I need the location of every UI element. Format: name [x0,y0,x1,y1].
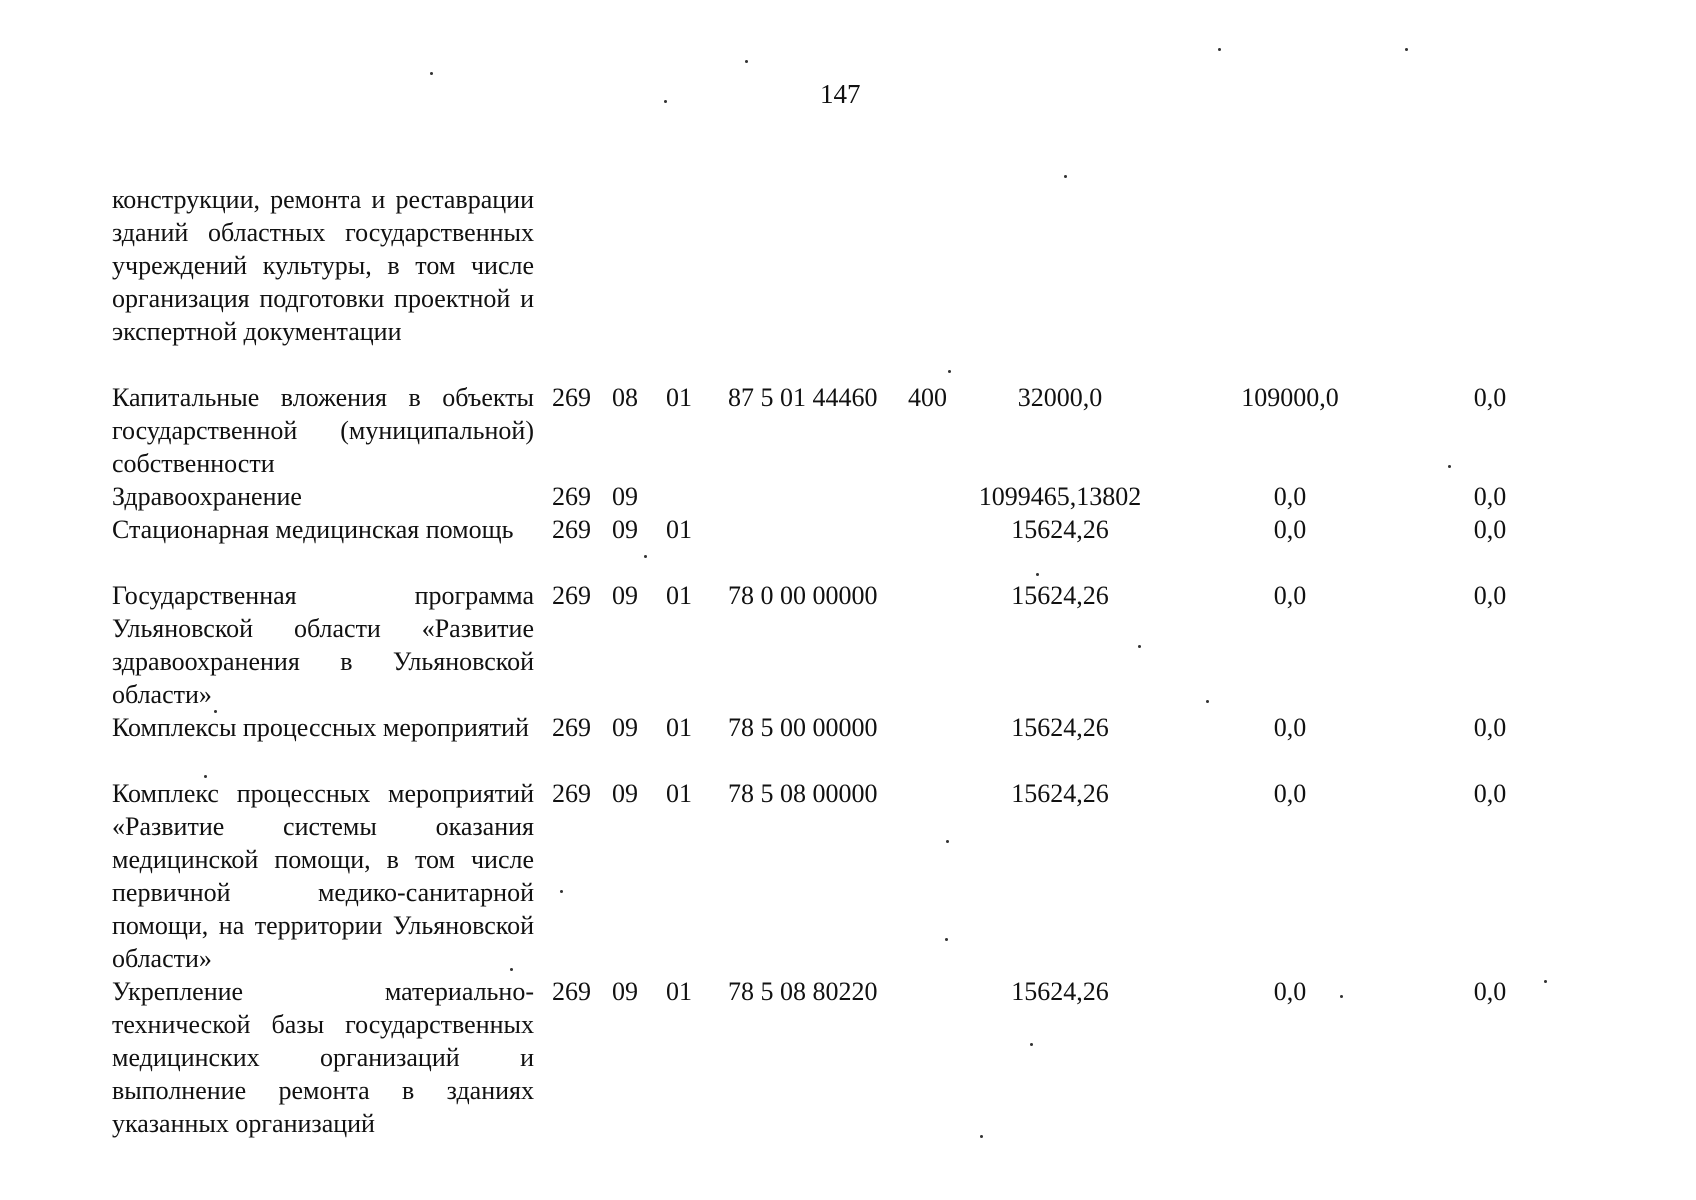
target-article-code: 78 5 08 00000 [728,779,878,808]
scan-speck [980,1135,983,1138]
amount-year-3: 0,0 [1473,515,1507,544]
scan-speck [1218,48,1221,51]
scan-speck [1206,700,1209,703]
amount-year-2: 0,0 [1273,713,1307,742]
admin-code: 269 [552,482,591,511]
row-description: Государственная программа Ульяновской области «Развитие здравоохранения в Ульяновской области» [112,581,534,709]
admin-code: 269 [552,977,591,1006]
row-description: конструкции, ремонта и реставрации зданий областных государственных учреждений культуры, в том числе организация подготовки проектной и экспертной документации [112,185,534,346]
subsection-code: 01 [666,779,692,808]
amount-year-1: 1099465,13802 [978,482,1142,511]
amount-year-1: 15624,26 [1011,713,1109,742]
row-description: Стационарная медицинская помощь [112,515,514,544]
section-code: 09 [612,581,638,610]
amount-year-2: 0,0 [1273,977,1307,1006]
scan-speck [644,555,647,558]
amount-year-1: 15624,26 [1011,977,1109,1006]
subsection-code: 01 [666,713,692,742]
amount-year-3: 0,0 [1473,581,1507,610]
section-code: 09 [612,779,638,808]
scan-speck [204,775,207,778]
target-article-code: 78 5 00 00000 [728,713,878,742]
row-description: Капитальные вложения в объекты государственной (муниципальной) собственности [112,383,534,478]
amount-year-1: 32000,0 [1017,383,1103,412]
amount-year-3: 0,0 [1473,482,1507,511]
admin-code: 269 [552,779,591,808]
scan-speck [745,60,748,63]
subsection-code: 01 [666,383,692,412]
amount-year-2: 0,0 [1273,779,1307,808]
amount-year-2: 0,0 [1273,515,1307,544]
amount-year-1: 15624,26 [1011,779,1109,808]
page-number: 147 [820,79,861,109]
scan-speck [214,710,217,713]
row-description: Здравоохранение [112,482,302,511]
scan-speck [430,72,433,75]
scan-speck [1340,995,1343,998]
section-code: 09 [612,977,638,1006]
row-description: Комплексы процессных мероприятий [112,713,529,742]
amount-year-1: 15624,26 [1011,515,1109,544]
scan-speck [945,938,948,941]
admin-code: 269 [552,383,591,412]
section-code: 09 [612,713,638,742]
scan-speck [946,840,949,843]
scan-speck [664,100,667,103]
section-code: 08 [612,383,638,412]
scan-speck [1405,48,1408,51]
scan-speck [1030,1043,1033,1046]
section-code: 09 [612,515,638,544]
scan-speck [1448,465,1451,468]
scan-speck [560,890,563,893]
row-description: Укрепление материально-технической базы государственных медицинских организаций и выполнение ремонта в зданиях указанных организаций [112,977,534,1138]
scan-speck [510,968,513,971]
amount-year-3: 0,0 [1473,977,1507,1006]
scan-speck [1036,573,1039,576]
section-code: 09 [612,482,638,511]
amount-year-3: 0,0 [1473,383,1507,412]
amount-year-1: 15624,26 [1011,581,1109,610]
scan-speck [1544,980,1547,983]
scan-speck [1138,645,1141,648]
admin-code: 269 [552,515,591,544]
target-article-code: 78 5 08 80220 [728,977,878,1006]
scan-speck [1064,175,1067,178]
subsection-code: 01 [666,515,692,544]
amount-year-3: 0,0 [1473,779,1507,808]
amount-year-3: 0,0 [1473,713,1507,742]
subsection-code: 01 [666,581,692,610]
target-article-code: 78 0 00 00000 [728,581,878,610]
subsection-code: 01 [666,977,692,1006]
amount-year-2: 109000,0 [1241,383,1339,412]
admin-code: 269 [552,713,591,742]
expense-type-code: 400 [908,383,947,412]
scan-speck [948,370,951,373]
admin-code: 269 [552,581,591,610]
row-description: Комплекс процессных мероприятий «Развитие системы оказания медицинской помощи, в том числе первичной медико-санитарной помощи, на территории Ульяновской области» [112,779,534,973]
target-article-code: 87 5 01 44460 [728,383,878,412]
amount-year-2: 0,0 [1273,581,1307,610]
amount-year-2: 0,0 [1273,482,1307,511]
